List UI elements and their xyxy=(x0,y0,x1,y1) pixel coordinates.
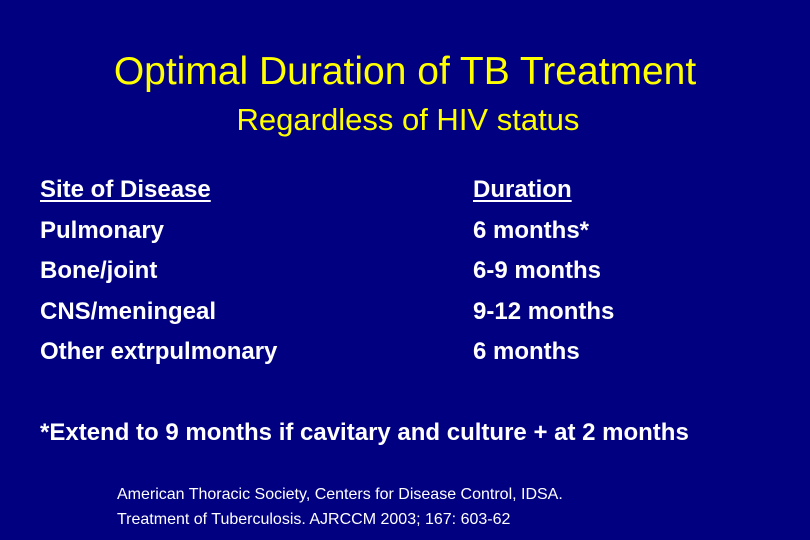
site-header: Site of Disease xyxy=(40,176,211,203)
duration-cell: 6 months* xyxy=(473,216,590,244)
citation-line: American Thoracic Society, Centers for Disease Control, IDSA. xyxy=(117,486,563,503)
site-cell: CNS/meningeal xyxy=(40,297,217,325)
site-cell: Other extrpulmonary xyxy=(40,338,278,365)
footnote: *Extend to 9 months if cavitary and culture + at 2 months xyxy=(40,419,689,446)
duration-header: Duration xyxy=(473,176,572,203)
citation-line: Treatment of Tuberculosis. AJRCCM 2003; 167: 603-62 xyxy=(117,511,511,528)
slide-title: Optimal Duration of TB Treatment xyxy=(113,50,697,93)
duration-cell: 9-12 months xyxy=(473,297,615,325)
duration-column xyxy=(473,170,614,373)
citation xyxy=(117,482,563,532)
slide-subtitle: Regardless of HIV status xyxy=(236,102,580,137)
site-column xyxy=(40,170,277,373)
site-cell: Pulmonary xyxy=(40,216,165,244)
site-cell: Bone/joint xyxy=(40,257,158,284)
duration-cell: 6 months xyxy=(473,338,580,365)
duration-cell: 6-9 months xyxy=(473,257,602,284)
